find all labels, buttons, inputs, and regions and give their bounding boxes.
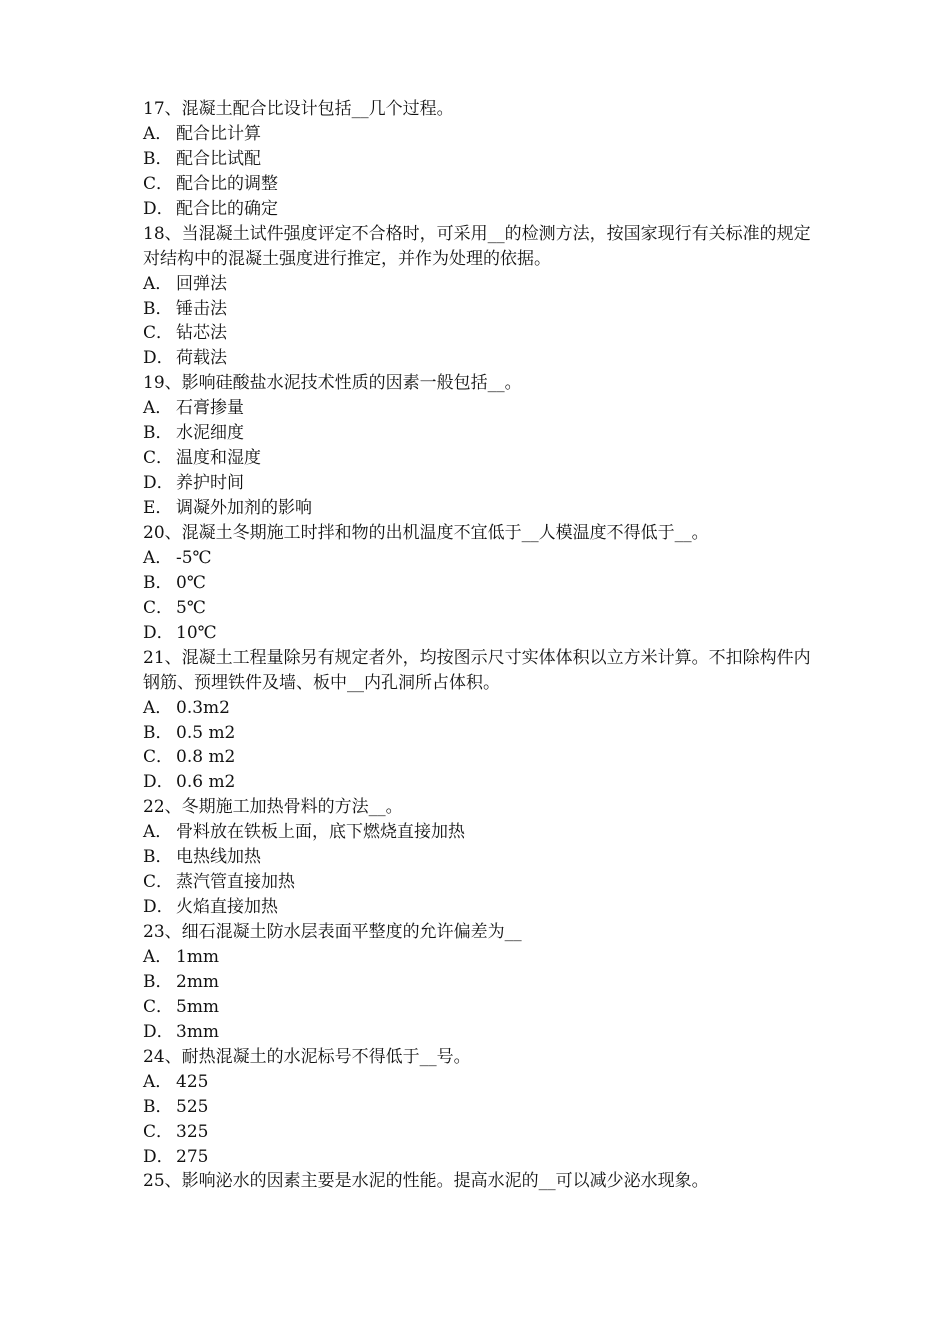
answer-option bbox=[143, 995, 823, 1020]
question-text: 22、冬期施工加热骨料的方法__。 bbox=[143, 797, 403, 818]
option-text: 5℃ bbox=[176, 597, 206, 618]
answer-option bbox=[143, 421, 823, 446]
answer-option bbox=[143, 297, 823, 322]
answer-option bbox=[143, 820, 823, 845]
option-label: C． bbox=[143, 448, 174, 469]
answer-option bbox=[143, 621, 823, 646]
answer-option bbox=[143, 770, 823, 795]
option-text: 0.6 m2 bbox=[176, 772, 236, 793]
option-label: A． bbox=[143, 947, 173, 968]
question-text: 24、耐热混凝土的水泥标号不得低于__号。 bbox=[143, 1046, 471, 1067]
option-text: 配合比试配 bbox=[176, 148, 261, 169]
question-text: 23、细石混凝土防水层表面平整度的允许偏差为__ bbox=[143, 922, 522, 943]
option-text: 温度和湿度 bbox=[176, 448, 261, 469]
option-label: B． bbox=[143, 1096, 173, 1117]
option-text: 钻芯法 bbox=[176, 323, 227, 344]
option-label: A． bbox=[143, 1071, 173, 1092]
option-label: D． bbox=[143, 1021, 174, 1042]
option-text: 425 bbox=[176, 1071, 209, 1092]
question-block bbox=[143, 1045, 823, 1170]
answer-option bbox=[143, 571, 823, 596]
question-block bbox=[143, 1169, 823, 1194]
option-label: B． bbox=[143, 298, 173, 319]
answer-option bbox=[143, 346, 823, 371]
option-text: 电热线加热 bbox=[176, 847, 261, 868]
option-text: 配合比计算 bbox=[176, 123, 261, 144]
option-label: C． bbox=[143, 597, 174, 618]
option-text: 2mm bbox=[176, 971, 220, 992]
answer-option bbox=[143, 446, 823, 471]
answer-option bbox=[143, 147, 823, 172]
option-text: 蒸汽管直接加热 bbox=[176, 872, 295, 893]
answer-option bbox=[143, 546, 823, 571]
option-text: 0.3m2 bbox=[176, 697, 230, 718]
answer-option bbox=[143, 845, 823, 870]
answer-option bbox=[143, 1020, 823, 1045]
option-label: C． bbox=[143, 747, 174, 768]
answer-option bbox=[143, 471, 823, 496]
option-text: 回弹法 bbox=[176, 273, 227, 294]
option-label: D． bbox=[143, 198, 174, 219]
question-block bbox=[143, 222, 823, 372]
option-label: B． bbox=[143, 847, 173, 868]
question-block bbox=[143, 97, 823, 222]
option-label: E． bbox=[143, 498, 173, 519]
option-label: C． bbox=[143, 173, 174, 194]
document-page bbox=[143, 97, 823, 1194]
answer-option bbox=[143, 1070, 823, 1095]
answer-option bbox=[143, 945, 823, 970]
option-text: 养护时间 bbox=[176, 473, 244, 494]
option-text: 锤击法 bbox=[176, 298, 227, 319]
option-text: 火焰直接加热 bbox=[176, 897, 278, 918]
option-text: 荷载法 bbox=[176, 348, 227, 369]
question-block bbox=[143, 795, 823, 920]
option-label: B． bbox=[143, 148, 173, 169]
option-text: 10℃ bbox=[176, 622, 217, 643]
option-label: A． bbox=[143, 822, 173, 843]
question-block bbox=[143, 646, 823, 796]
option-text: 石膏掺量 bbox=[176, 398, 244, 419]
question-text: 25、影响泌水的因素主要是水泥的性能。提高水泥的__可以减少泌水现象。 bbox=[143, 1171, 709, 1192]
option-text: 0.5 m2 bbox=[176, 722, 236, 743]
option-text: 1mm bbox=[176, 947, 220, 968]
option-label: A． bbox=[143, 273, 173, 294]
option-text: 骨料放在铁板上面，底下燃烧直接加热 bbox=[176, 822, 465, 843]
question-text: 20、混凝土冬期施工时拌和物的出机温度不宜低于__人模温度不得低于__。 bbox=[143, 523, 709, 543]
option-text: 3mm bbox=[176, 1021, 220, 1042]
answer-option bbox=[143, 1095, 823, 1120]
answer-option bbox=[143, 122, 823, 147]
option-label: B． bbox=[143, 722, 173, 743]
option-text: 525 bbox=[176, 1096, 209, 1117]
option-text: 水泥细度 bbox=[176, 423, 244, 444]
option-label: D． bbox=[143, 348, 174, 369]
option-label: A． bbox=[143, 697, 173, 718]
answer-option bbox=[143, 321, 823, 346]
question-block bbox=[143, 920, 823, 1045]
answer-option bbox=[143, 496, 823, 521]
option-label: D． bbox=[143, 772, 174, 793]
question-text: 17、混凝土配合比设计包括__几个过程。 bbox=[143, 99, 454, 119]
answer-option bbox=[143, 197, 823, 222]
answer-option bbox=[143, 396, 823, 421]
option-text: 0℃ bbox=[176, 572, 206, 593]
question-text: 19、影响硅酸盐水泥技术性质的因素一般包括__。 bbox=[143, 373, 522, 394]
option-label: C． bbox=[143, 872, 174, 893]
answer-option bbox=[143, 272, 823, 297]
option-label: D． bbox=[143, 1146, 174, 1167]
answer-option bbox=[143, 745, 823, 770]
option-text: 配合比的调整 bbox=[176, 173, 278, 194]
option-label: D． bbox=[143, 473, 174, 494]
answer-option bbox=[143, 870, 823, 895]
answer-option bbox=[143, 172, 823, 197]
option-label: C． bbox=[143, 323, 174, 344]
option-label: C． bbox=[143, 996, 174, 1017]
option-text: 0.8 m2 bbox=[176, 747, 236, 768]
option-text: 5mm bbox=[176, 996, 220, 1017]
answer-option bbox=[143, 596, 823, 621]
option-text: 调凝外加剂的影响 bbox=[176, 498, 312, 519]
answer-option bbox=[143, 1145, 823, 1170]
option-text: -5℃ bbox=[176, 547, 212, 568]
answer-option bbox=[143, 1120, 823, 1145]
answer-option bbox=[143, 970, 823, 995]
question-block bbox=[143, 521, 823, 646]
option-label: A． bbox=[143, 398, 173, 419]
option-text: 275 bbox=[176, 1146, 209, 1167]
question-text: 18、当混凝土试件强度评定不合格时，可采用__的检测方法，按国家现行有关标准的规定对结构中的混凝土强度进行推定，并作为处理的依据。 bbox=[143, 223, 811, 269]
option-text: 325 bbox=[176, 1121, 209, 1142]
option-label: A． bbox=[143, 547, 173, 568]
option-label: A． bbox=[143, 123, 173, 144]
option-label: C． bbox=[143, 1121, 174, 1142]
question-block bbox=[143, 371, 823, 521]
option-label: D． bbox=[143, 897, 174, 918]
answer-option bbox=[143, 721, 823, 746]
option-label: B． bbox=[143, 971, 173, 992]
option-label: B． bbox=[143, 423, 173, 444]
option-label: D． bbox=[143, 622, 174, 643]
option-label: B． bbox=[143, 572, 173, 593]
answer-option bbox=[143, 895, 823, 920]
option-text: 配合比的确定 bbox=[176, 198, 278, 219]
answer-option bbox=[143, 696, 823, 721]
question-text: 21、混凝土工程量除另有规定者外，均按图示尺寸实体体积以立方米计算。不扣除构件内钢筋、预埋铁件及墙、板中__内孔洞所占体积。 bbox=[143, 647, 811, 693]
